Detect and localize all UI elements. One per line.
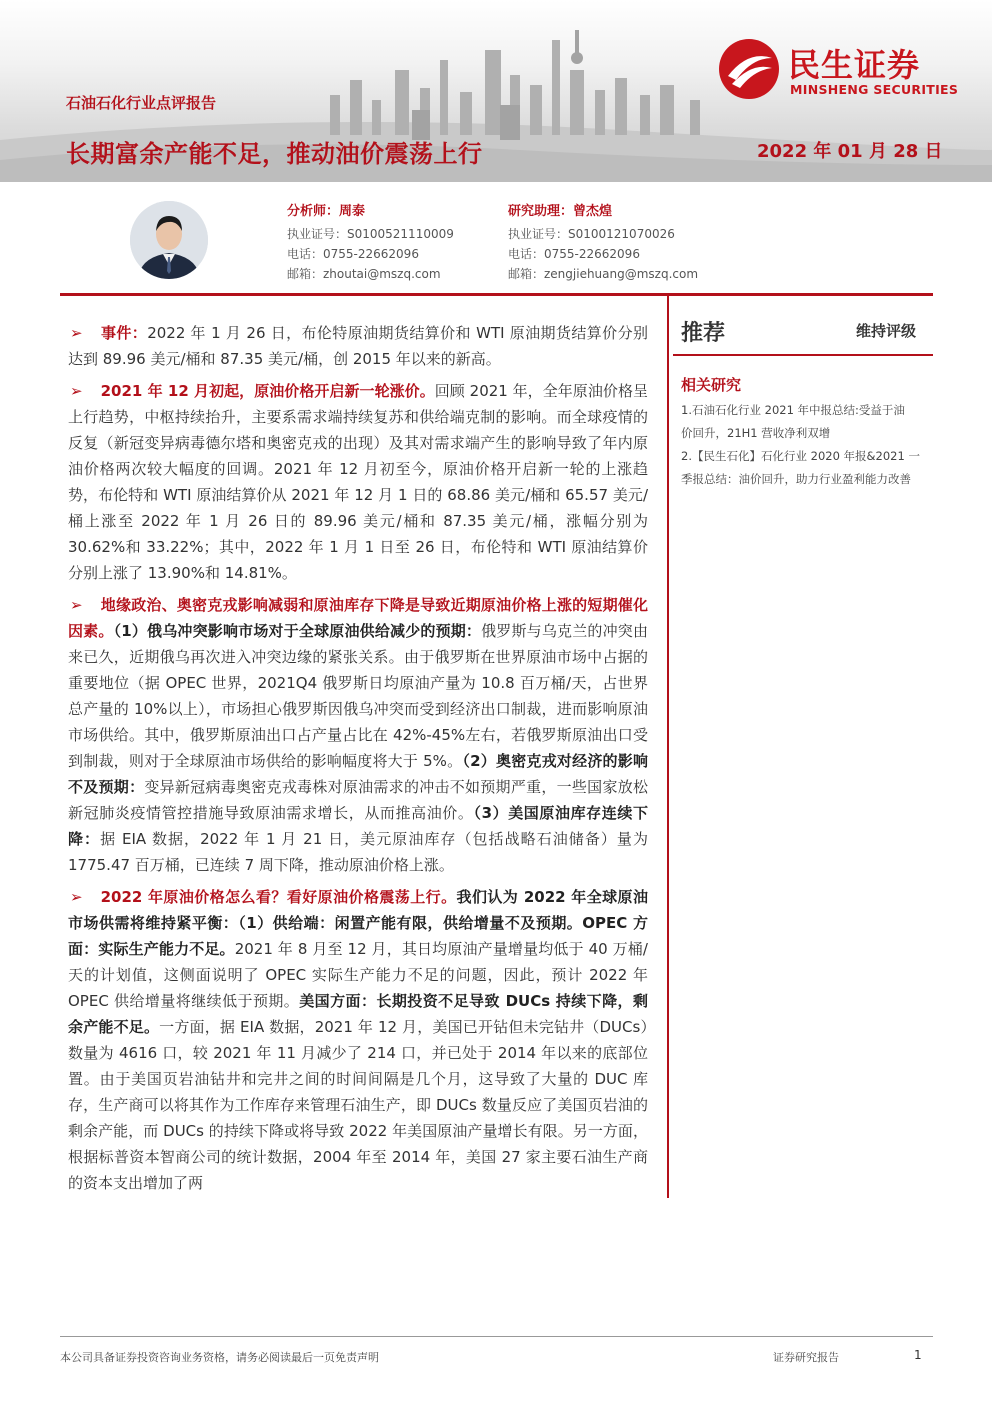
paragraph-heading: 地缘政治、奥密克戎影响减弱和原油库存下降是导致近期原油价格上涨的短期催化因素。 xyxy=(68,596,648,640)
paragraph-heading: 事件： xyxy=(100,324,148,342)
bullet-arrow-icon: ➢ xyxy=(70,324,83,342)
paragraph-text: 据 EIA 数据，2022 年 1 月 21 日，美元原油库存（包括战略石油储备）量为 1775.47 百万桶，已连续 7 周下降，推动原油价格上涨。 xyxy=(68,830,648,874)
related-research-item[interactable]: 2.【民生石化】石化行业 2020 年报&2021 一 xyxy=(681,449,920,463)
paragraph-text: 一方面，据 EIA 数据，2021 年 12 月，美国已开钻但未完钻井（DUCs）数量为 4616 口，较 2021 年 11 月减少了 214 口，并已处于 2014 年以来的底部位置。由于美国页岩油钻井和完井之间的时间间隔是几个月，这导致了大量的 DUC 库存，生产商可以将其作为工作库存来管理石油生产，即 DUCs 数量反应了美国页岩油的剩余产能，而 DUCs 的持续下降或将导致 2022 年美国原油产量增长有限。另一方面，根据标普资本智商公司的统计数据，2004 年至 2014 年，美国 27 家主要石油生产商的资本支出增加了两 xyxy=(68,1018,648,1192)
assistant-email[interactable]: 邮箱：zengjiehuang@mszq.com xyxy=(508,267,699,281)
point-heading: （1）俄乌冲突影响市场对于全球原油供给减少的预期： xyxy=(113,622,482,640)
footer-doc-type: 证券研究报告 xyxy=(773,1351,839,1364)
page-number: 1 xyxy=(914,1348,922,1362)
analyst-contact xyxy=(287,202,454,284)
related-research-item[interactable]: 1.石油石化行业 2021 年中报总结:受益于油 xyxy=(681,403,905,417)
rating-label: 推荐 xyxy=(681,321,726,346)
brand-logo xyxy=(718,38,968,102)
bullet-arrow-icon: ➢ xyxy=(70,382,83,400)
paragraph-text: 2021 年 8 月至 12 月，其日均原油产量增量均低于 40 万桶/天的计划值，这侧面说明了 OPEC 实际生产能力不足的问题，因此，预计 2022 年 OPEC 供给增量将继续低于预期。 xyxy=(68,940,648,1010)
analyst-photo xyxy=(130,201,208,279)
footer-divider xyxy=(60,1336,933,1337)
point-heading: （2）奥密克戎对经济的影响不及预期： xyxy=(68,752,648,796)
publish-date: 2022 年 01 月 28 日 xyxy=(757,141,943,162)
assistant-name: 研究助理：曾杰煌 xyxy=(508,204,613,219)
brand-name-cn: 民生证券 xyxy=(788,46,921,84)
related-research-list xyxy=(681,399,931,491)
paragraph-price-trend xyxy=(68,378,648,586)
analyst-cert: 执业证号：S0100521110009 xyxy=(287,227,454,241)
minsheng-logo-icon xyxy=(718,38,780,100)
rating-status: 维持评级 xyxy=(856,322,917,340)
column-divider xyxy=(667,296,669,1198)
point-heading: 我们认为 2022 年全球原油市场供需将维持紧平衡：（1）供给端：闲置产能有限，供给增量不及预期。OPEC 方面：实际生产能力不足。 xyxy=(68,888,648,958)
analyst-name: 分析师：周泰 xyxy=(287,204,366,219)
paragraph-text: 2022 年 1 月 26 日，布伦特原油期货结算价和 WTI 原油期货结算价分别达到 89.96 美元/桶和 87.35 美元/桶，创 2015 年以来的新高。 xyxy=(68,324,648,368)
page-title: 长期富余产能不足，推动油价震荡上行 xyxy=(66,140,483,168)
paragraph-catalysts xyxy=(68,592,648,878)
paragraph-text: 回顾 2021 年，全年原油价格呈上行趋势，中枢持续抬升，主要系需求端持续复苏和供给端克制的影响。而全球疫情的反复（新冠变异病毒德尔塔和奥密克戎的出现）及其对需求端产生的影响导致了年内原油价格两次较大幅度的回调。2021 年 12 月初至今，原油价格开启新一轮的上涨趋势，布伦特和 WTI 原油结算价从 2021 年 12 月 1 日的 68.86 美元/桶和 65.57 美元/桶上涨至 2022 年 1 月 26 日的 89.96 美元/桶和 87.35 美元/桶，涨幅分别为 30.62%和 33.22%；其中，2022 年 1 月 1 日至 26 日，布伦特和 WTI 原油结算价分别上涨了 13.90%和 14.81%。 xyxy=(68,382,648,582)
analyst-phone: 电话：0755-22662096 xyxy=(287,247,419,261)
assistant-contact xyxy=(508,202,698,284)
assistant-cert: 执业证号：S0100121070026 xyxy=(508,227,675,241)
paragraph-heading: 2022 年原油价格怎么看？看好原油价格震荡上行。 xyxy=(100,888,457,906)
analyst-email[interactable]: 邮箱：zhoutai@mszq.com xyxy=(287,267,441,281)
sidebar-divider xyxy=(673,354,933,356)
top-divider xyxy=(60,293,933,296)
footer-disclaimer: 本公司具备证券投资咨询业务资格，请务必阅读最后一页免责声明 xyxy=(60,1351,379,1364)
brand-name-en: MINSHENG SECURITIES xyxy=(790,82,959,97)
bullet-arrow-icon: ➢ xyxy=(70,888,83,906)
related-research-item[interactable]: 价回升，21H1 营收净利双增 xyxy=(681,426,831,440)
assistant-phone: 电话：0755-22662096 xyxy=(508,247,640,261)
paragraph-text: 俄罗斯与乌克兰的冲突由来已久，近期俄乌再次进入冲突边缘的紧张关系。由于俄罗斯在世界原油市场中占据的重要地位（据 OPEC 世界，2021Q4 俄罗斯日均原油产量为 10.8 百万桶/天，占世界总产量的 10%以上），市场担心俄罗斯因俄乌冲突而受到经济出口制裁，进而影响原油市场供给。其中，俄罗斯原油出口占产量占比在 42%-45%左右，若俄罗斯原油出口受到制裁，则对于全球原油市场供给的影响幅度将大于 5%。 xyxy=(68,622,648,770)
related-research-item[interactable]: 季报总结：油价回升，助力行业盈利能力改善 xyxy=(681,472,911,486)
paragraph-outlook xyxy=(68,884,648,1196)
point-heading: （3）美国原油库存连续下降： xyxy=(68,804,648,848)
report-type: 石油石化行业点评报告 xyxy=(66,94,217,112)
bullet-arrow-icon: ➢ xyxy=(70,596,83,614)
paragraph-event xyxy=(68,320,648,372)
point-heading: 美国方面：长期投资不足导致 DUCs 持续下降，剩余产能不足。 xyxy=(68,992,648,1036)
related-research-title: 相关研究 xyxy=(681,376,742,394)
report-body xyxy=(68,320,648,1202)
paragraph-heading: 2021 年 12 月初起，原油价格开启新一轮涨价。 xyxy=(100,382,435,400)
paragraph-text: 变异新冠病毒奥密克戎毒株对原油需求的冲击不如预期严重，一些国家放松新冠肺炎疫情管控措施导致原油需求增长，从而推高油价。 xyxy=(68,778,648,822)
